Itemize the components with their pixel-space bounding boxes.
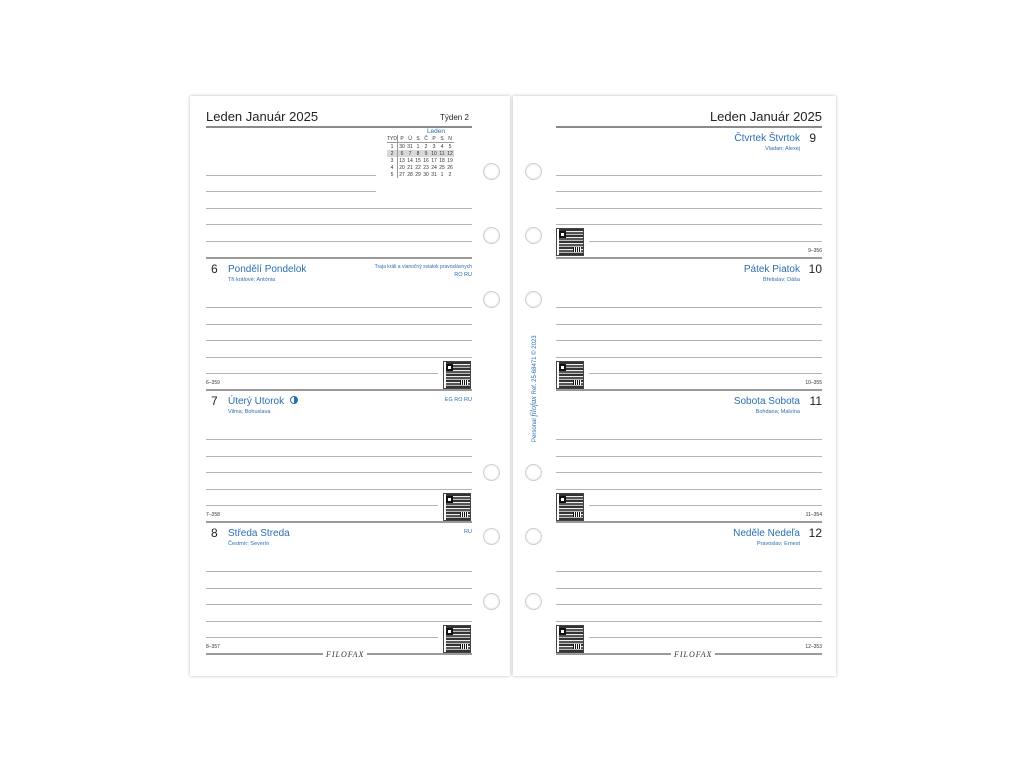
mini-cal-cell: 4 [440,143,444,150]
day-code: 10–355 [805,380,822,386]
note-line [556,191,822,192]
mini-cal-cell: 4 [387,164,398,171]
mini-cal-cell: 19 [447,157,453,164]
right-page [513,96,836,676]
name-days: Bohdana; Malvína [755,409,800,415]
punch-hole [525,163,542,180]
punch-hole [525,464,542,481]
qr-code-icon [444,362,470,388]
note-line [206,621,472,622]
day-number: 12 [808,526,822,540]
name-days: Vilma; Bohuslava [228,409,271,415]
day-code: 8–357 [206,644,220,650]
qr-code-icon [557,229,583,255]
punch-hole [525,528,542,545]
mini-calendar-title: Leden [426,128,446,135]
day-name: Neděle Nedeľa [733,528,800,539]
day-number: 11 [809,394,822,408]
mini-cal-cell: 16 [423,157,429,164]
mini-cal-head: P [398,135,407,143]
day-name: Pátek Piatok [743,264,800,275]
country-codes: RO RU [454,272,472,278]
punch-hole [525,593,542,610]
mini-cal-cell: 1 [440,171,444,178]
mini-cal-cell: 18 [439,157,445,164]
mini-cal-head: S [414,135,422,143]
note-line [556,175,822,176]
note-line [206,357,472,358]
note-line [589,373,822,374]
week-label: Týden 2 [440,113,469,122]
day-number: 8 [211,526,218,540]
day-code: 11–354 [805,512,822,518]
mini-calendar [387,128,473,178]
note-line [589,241,822,242]
note-line [206,307,472,308]
mini-cal-cell: 21 [407,164,413,171]
note-line [206,324,472,325]
mini-cal-cell: 23 [423,164,429,171]
note-line [556,588,822,589]
mini-cal-cell: 22 [415,164,421,171]
day-name: Pondělí Pondelok [228,264,307,275]
note-line [206,241,472,242]
day-number: 10 [808,262,822,276]
note-line [206,472,472,473]
note-line [206,191,376,192]
mini-cal-cell: 3 [432,143,436,150]
mini-cal-cell: 28 [407,171,413,178]
left-page [190,96,510,676]
spine-copyright: © 2023 [532,335,538,355]
note-line [556,307,822,308]
mini-cal-cell: 25 [439,164,445,171]
filofax-logo: FILOFAX [671,650,715,659]
left-header-title: Leden Január 2025 [206,109,319,124]
day-separator [556,257,822,259]
note-line [206,224,472,225]
note-line [206,588,472,589]
qr-code-icon [557,494,583,520]
day-number: 7 [211,394,218,408]
day-code: 6–359 [206,380,220,386]
spine-ref: Ref. 25-68471 [532,356,538,395]
holiday-note: Traja králi a vianočný sviatok pravoslávnych [374,264,472,270]
day-name [228,396,298,407]
note-line [206,505,438,506]
note-line [206,604,472,605]
note-line [556,439,822,440]
punch-hole [483,227,500,244]
note-line [589,505,822,506]
mini-cal-head: TYD [387,135,397,142]
qr-code-icon [557,362,583,388]
note-line [556,571,822,572]
note-line [206,439,472,440]
mini-cal-cell: 2 [387,150,398,157]
mini-cal-cell: 31 [431,171,437,178]
day-name: Čtvrtek Štvrtok [734,133,800,144]
day-number: 9 [809,131,816,145]
mini-cal-cell: 30 [399,143,405,150]
mini-cal-cell: 15 [415,157,421,164]
mini-cal-cell: 9 [422,150,430,157]
mini-cal-cell: 3 [387,157,398,164]
note-line [206,637,438,638]
moon-phase-icon [290,396,298,404]
qr-code-icon [557,626,583,652]
spine-personal: Personal [532,418,538,442]
mini-cal-head: N [446,135,454,143]
note-line [556,357,822,358]
day-separator [556,389,822,391]
mini-cal-cell: 5 [448,143,452,150]
name-days: Vladan; Alexej [765,146,800,152]
day-code: 9–356 [808,248,822,254]
mini-cal-head: P [430,135,438,143]
qr-code-icon [444,626,470,652]
note-line [556,621,822,622]
mini-cal-cell: 2 [448,171,452,178]
mini-cal-cell: 13 [399,157,405,164]
name-days: Břetislav; Dáša [763,277,800,283]
mini-cal-cell: 7 [406,150,414,157]
note-line [206,571,472,572]
note-line [589,637,822,638]
country-codes: EG RO RU [444,397,472,403]
mini-cal-cell: 6 [398,150,407,157]
day-name: Středa Streda [228,528,290,539]
note-line [206,373,438,374]
day-name-text: Úterý Utorok [228,396,285,407]
day-separator [206,257,472,259]
mini-cal-cell: 1 [387,143,398,151]
punch-hole [483,593,500,610]
punch-hole [525,291,542,308]
note-line [556,340,822,341]
spine-text [529,335,538,442]
country-codes: RU [464,529,472,535]
mini-cal-cell: 11 [439,150,445,157]
day-code: 12–353 [805,644,822,650]
note-line [556,489,822,490]
note-line [206,208,472,209]
note-line [556,604,822,605]
note-line [206,489,472,490]
day-separator [206,521,472,523]
mini-cal-cell: 24 [431,164,437,171]
name-days: Tři králové; Antónia [228,277,276,283]
note-line [556,208,822,209]
mini-cal-cell: 17 [431,157,437,164]
note-line [206,456,472,457]
mini-cal-head: Ú [406,135,414,143]
mini-cal-cell: 12 [447,150,453,157]
note-line [556,456,822,457]
mini-cal-cell: 31 [407,143,413,150]
punch-hole [483,528,500,545]
header-rule [556,126,822,128]
mini-cal-cell: 10 [431,150,437,157]
day-code: 7–358 [206,512,220,518]
note-line [556,472,822,473]
mini-cal-cell: 14 [407,157,413,164]
mini-cal-cell: 5 [387,171,398,178]
mini-cal-cell: 30 [423,171,429,178]
punch-hole [483,291,500,308]
note-line [556,324,822,325]
mini-cal-cell: 29 [415,171,421,178]
mini-cal-head: S [438,135,446,143]
day-separator [206,389,472,391]
day-name: Sobota Sobota [733,396,800,407]
note-line [206,175,376,176]
mini-cal-head: Č [422,135,430,143]
qr-code-icon [444,494,470,520]
name-days: Čestmír; Severín [228,541,270,547]
punch-hole [525,227,542,244]
day-number: 6 [211,262,218,276]
punch-hole [483,464,500,481]
mini-cal-cell: 27 [399,171,405,178]
filofax-logo: FILOFAX [323,650,367,659]
punch-hole [483,163,500,180]
note-line [206,340,472,341]
spine-brand: filofax [529,396,538,417]
right-header-title: Leden Január 2025 [709,109,822,124]
mini-cal-cell: 1 [416,143,420,150]
day-separator [556,521,822,523]
mini-cal-cell: 2 [424,143,428,150]
mini-cal-cell: 20 [399,164,405,171]
mini-calendar-table [387,135,454,178]
mini-cal-cell: 26 [447,164,453,171]
name-days: Pravoslav; Ernest [756,541,800,547]
note-line [556,224,822,225]
mini-cal-cell: 8 [414,150,422,157]
